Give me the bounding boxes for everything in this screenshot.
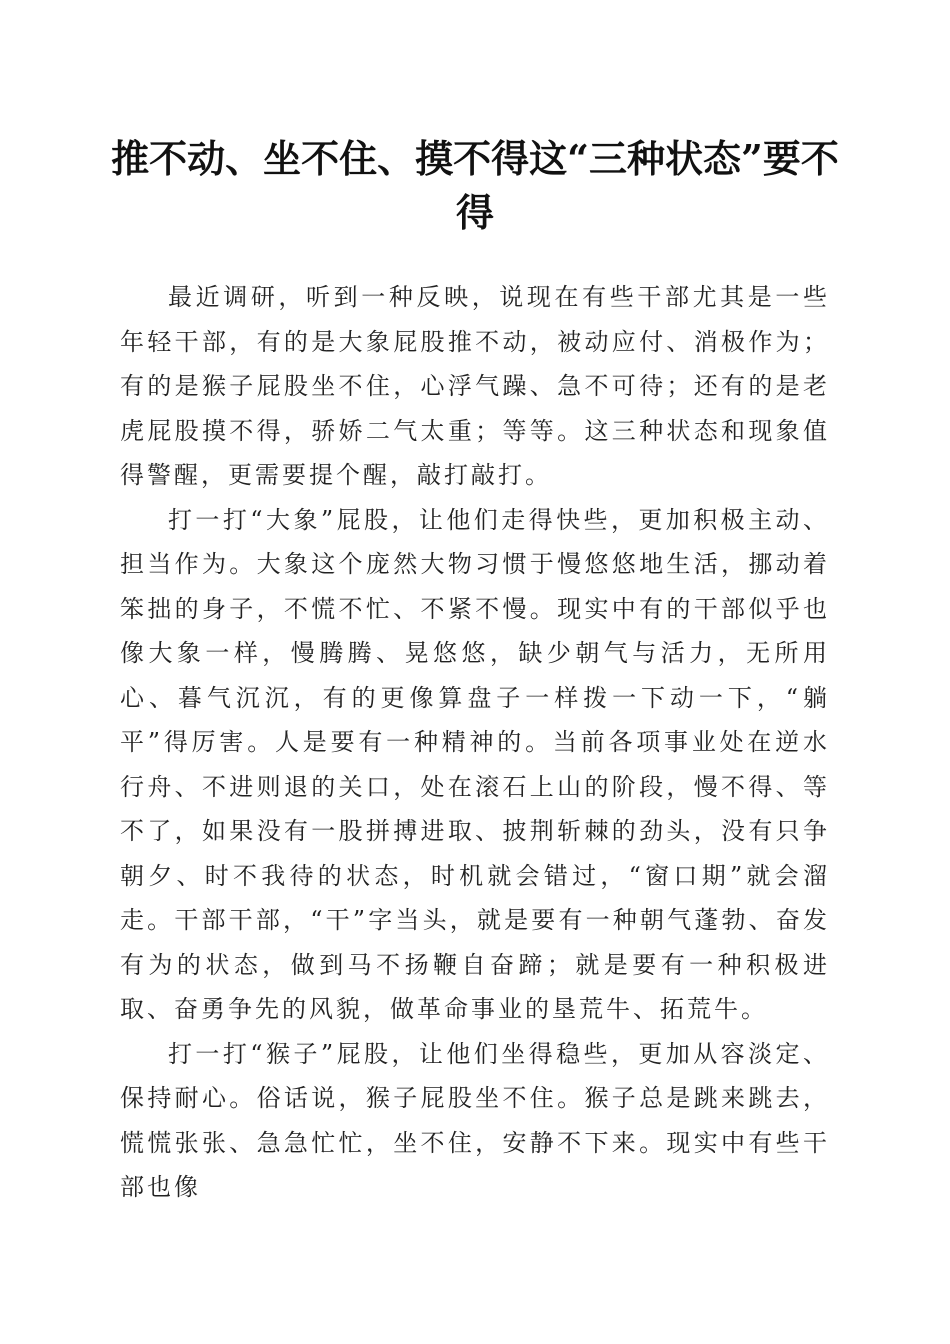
paragraph-monkey: 打一打“猴子”屁股，让他们坐得稳些，更加从容淡定、保持耐心。俗话说，猴子屁股坐不住。猴子总是跳来跳去，慌慌张张、急急忙忙，坐不住，安静不下来。现实中有些干部也像 — [120, 1039, 830, 1201]
paragraph-elephant: 打一打“大象”屁股，让他们走得快些，更加积极主动、担当作为。大象这个庞然大物习惯于慢悠悠地生活，挪动着笨拙的身子，不慌不忙、不紧不慢。现实中有的干部似乎也像大象一样，慢腾腾、晃悠悠，缺少朝气与活力，无所用心、暮气沉沉，有的更像算盘子一样拨一下动一下，“躺平”得厉害。人是要有一种精神的。当前各项事业处在逆水行舟、不进则退的关口，处在滚石上山的阶段，慢不得、等不了，如果没有一股拼搏进取、披荆斩棘的劲头，没有只争朝夕、时不我待的状态，时机就会错过，“窗口期”就会溜走。干部干部，“干”字当头，就是要有一种朝气蓬勃、奋发有为的状态，做到马不扬鞭自奋蹄；就是要有一种积极进取、奋勇争先的风貌，做革命事业的垦荒牛、拓荒牛。 — [120, 505, 830, 1023]
document-body — [120, 275, 830, 1210]
document-title: 推不动、坐不住、摸不得这“三种状态”要不得 — [111, 136, 839, 235]
paragraph-intro: 最近调研，听到一种反映，说现在有些干部尤其是一些年轻干部，有的是大象屁股推不动，被动应付、消极作为；有的是猴子屁股坐不住，心浮气躁、急不可待；还有的是老虎屁股摸不得，骄娇二气太重；等等。这三种状态和现象值得警醒，更需要提个醒，敲打敲打。 — [120, 283, 830, 489]
